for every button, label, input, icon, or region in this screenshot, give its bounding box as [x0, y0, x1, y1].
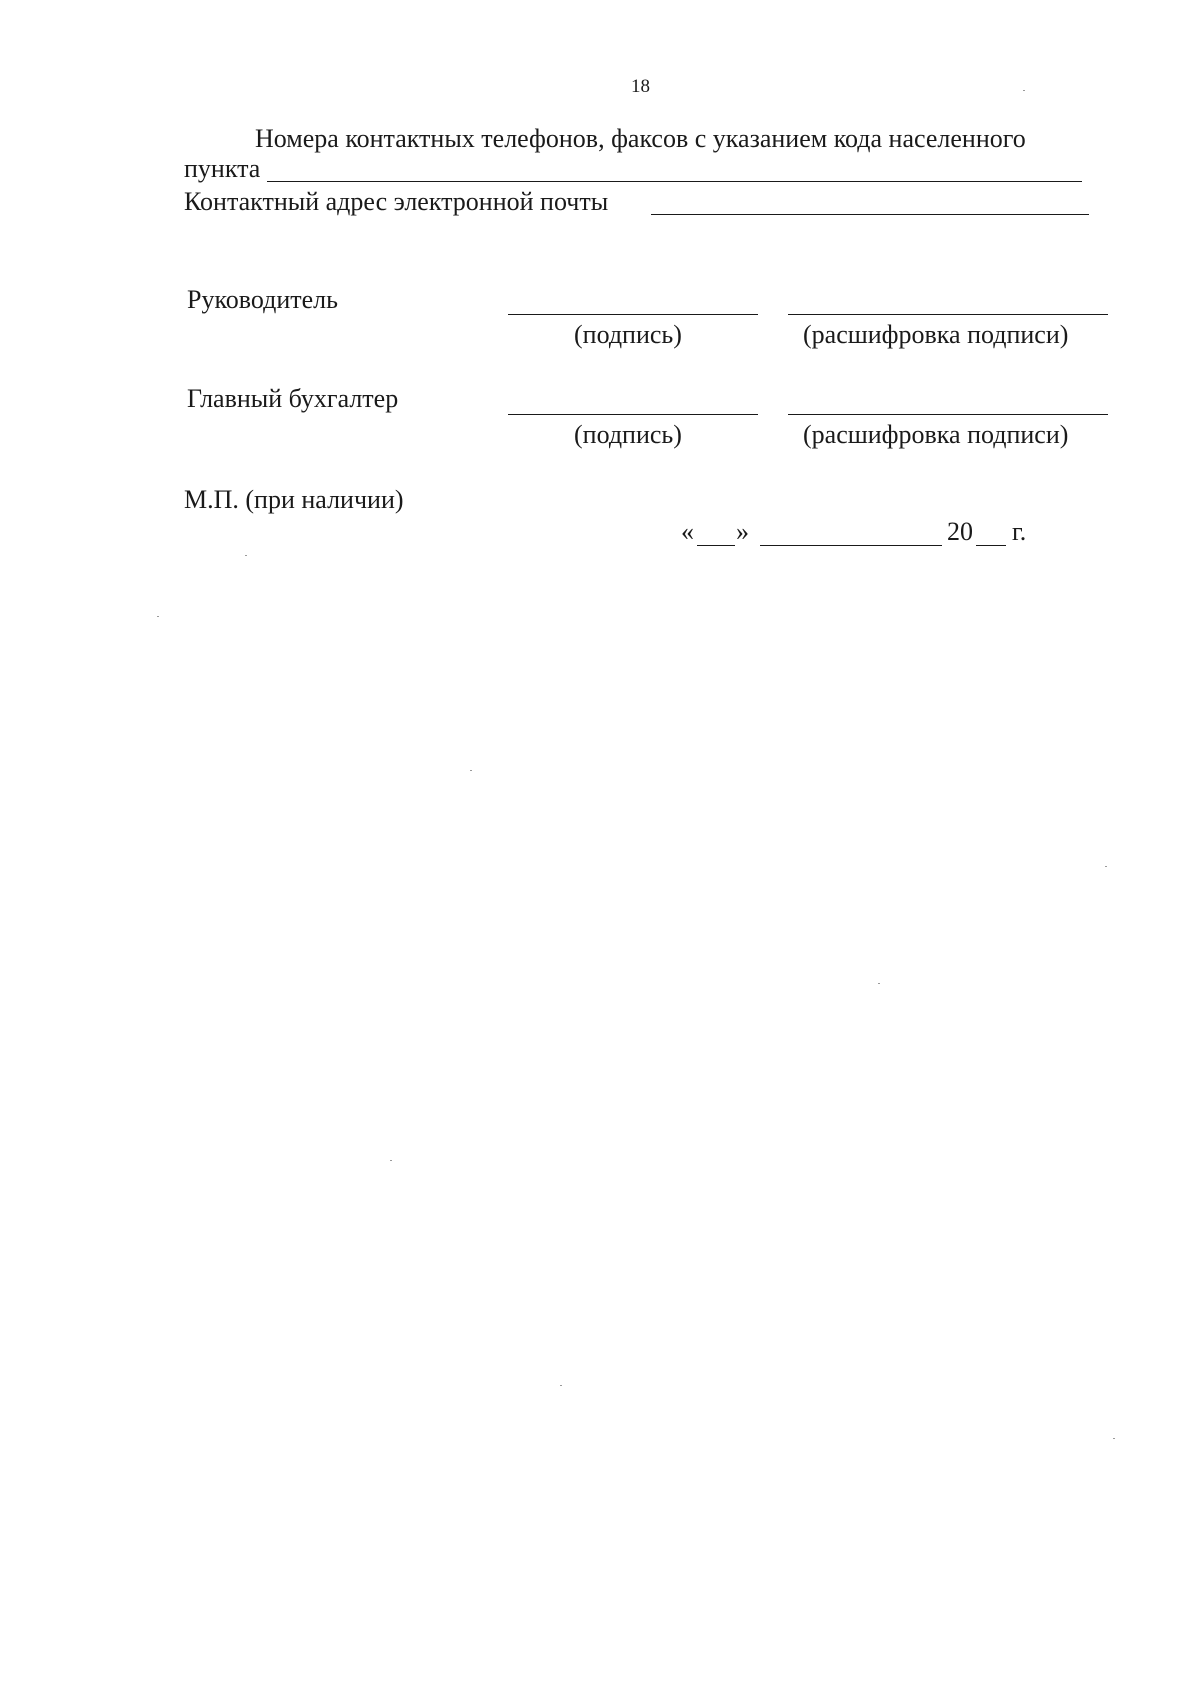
- head-decoding-caption: (расшифровка подписи): [803, 320, 1069, 349]
- date-day-line[interactable]: [697, 545, 735, 546]
- phones-fill-line[interactable]: [267, 181, 1082, 182]
- accountant-decoding-caption: (расшифровка подписи): [803, 420, 1069, 449]
- scan-speck: [245, 555, 247, 556]
- scan-speck: [390, 1160, 392, 1161]
- head-role-label: Руководитель: [187, 285, 338, 314]
- stamp-label: М.П. (при наличии): [184, 485, 404, 514]
- head-decoding-line[interactable]: [788, 314, 1108, 315]
- phones-label-line1: Номера контактных телефонов, факсов с указанием кода населенного: [255, 124, 1026, 153]
- date-year-line[interactable]: [976, 545, 1006, 546]
- accountant-signature-line[interactable]: [508, 414, 758, 415]
- accountant-signature-caption: (подпись): [574, 420, 682, 449]
- date-close-quote: »: [736, 517, 749, 546]
- scan-speck: [560, 1385, 562, 1386]
- email-fill-line[interactable]: [651, 214, 1089, 215]
- scan-speck: [878, 983, 880, 984]
- scan-speck: [1023, 90, 1025, 91]
- date-month-line[interactable]: [760, 545, 942, 546]
- page-number: 18: [631, 76, 650, 97]
- scan-speck: [1105, 866, 1107, 867]
- date-year-suffix: г.: [1012, 517, 1027, 546]
- scan-speck: [470, 770, 472, 771]
- phones-label-line2: пункта: [184, 154, 261, 183]
- head-signature-caption: (подпись): [574, 320, 682, 349]
- accountant-role-label: Главный бухгалтер: [187, 384, 399, 413]
- accountant-decoding-line[interactable]: [788, 414, 1108, 415]
- date-year-prefix: 20: [947, 517, 973, 546]
- date-open-quote: «: [681, 517, 694, 546]
- head-signature-line[interactable]: [508, 314, 758, 315]
- scan-speck: [1113, 1438, 1115, 1439]
- scan-speck: [157, 616, 159, 617]
- email-label: Контактный адрес электронной почты: [184, 187, 609, 216]
